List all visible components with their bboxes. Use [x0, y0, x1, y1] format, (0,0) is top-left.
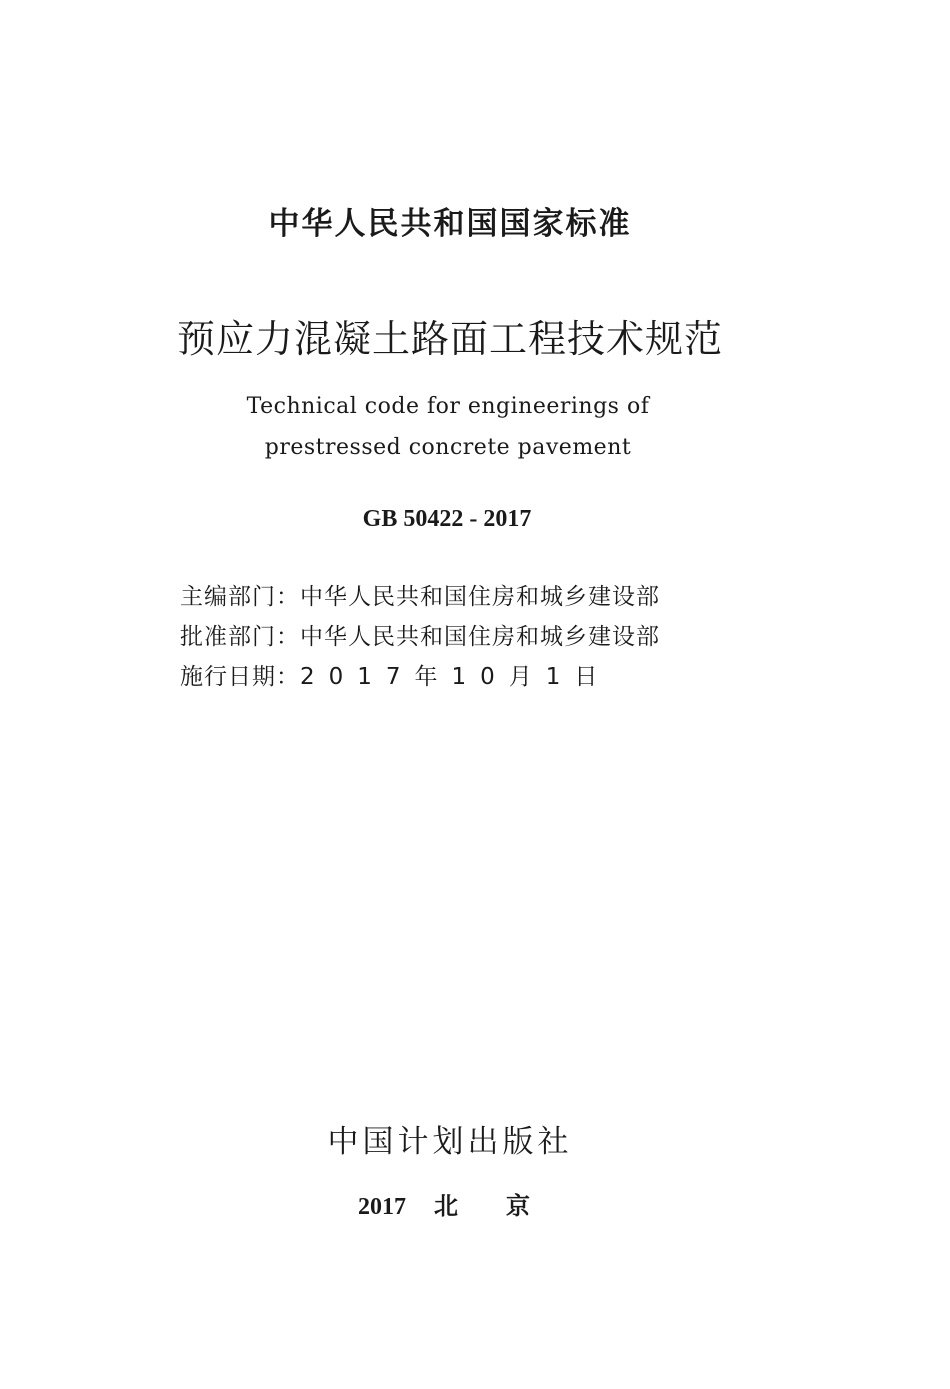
effective-date-row	[180, 658, 611, 691]
standard-code: GB 50422 - 2017	[362, 506, 532, 532]
editor-department-row	[180, 578, 660, 611]
approver-department-value: 中华人民共和国住房和城乡建设部	[300, 624, 660, 650]
national-standard-header: 中华人民共和国国家标准	[268, 206, 632, 242]
effective-date-label: 施行日期：	[180, 664, 300, 690]
editor-department-label: 主编部门：	[180, 584, 300, 610]
publisher-name: 中国计划出版社	[327, 1124, 573, 1160]
chinese-title: 预应力混凝土路面工程技术规范	[176, 317, 723, 361]
publication-place	[0, 1186, 888, 1221]
publication-city: 北 京	[434, 1194, 530, 1220]
effective-date-value: 2017年10月1日	[300, 664, 612, 690]
english-title-line-2: prestressed concrete pavement	[264, 435, 632, 460]
approver-department-label: 批准部门：	[180, 624, 300, 650]
english-title-line-1: Technical code for engineerings of	[246, 394, 650, 419]
approver-department-row	[180, 618, 660, 651]
publication-year: 2017	[358, 1194, 406, 1220]
editor-department-value: 中华人民共和国住房和城乡建设部	[300, 584, 660, 610]
